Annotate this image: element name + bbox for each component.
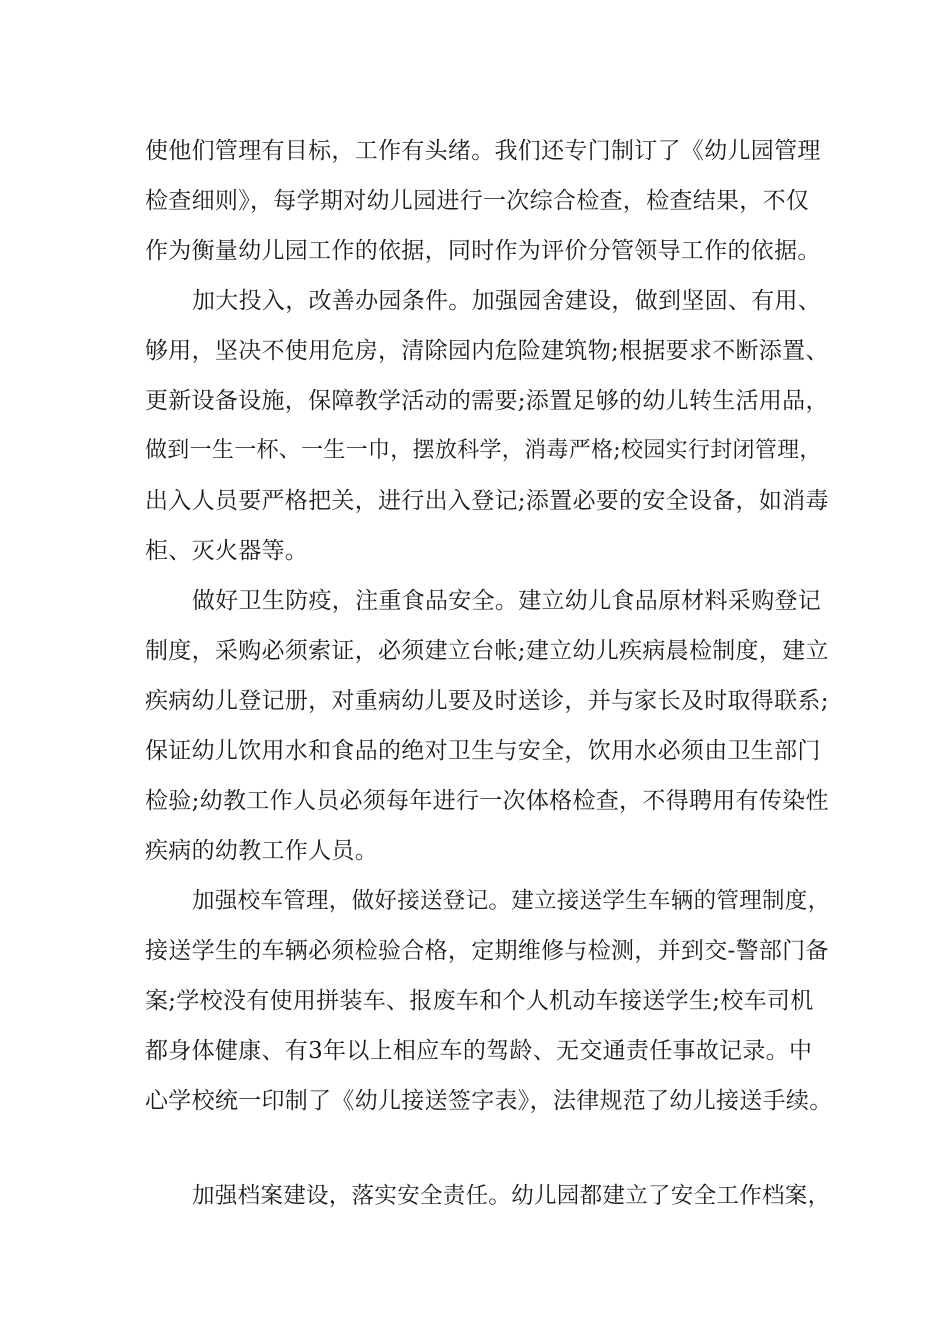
text-line: 作为衡量幼儿园工作的依据，同时作为评价分管领导工作的依据。 (145, 238, 821, 264)
text-line: 案;学校没有使用拼装车、报废车和个人机动车接送学生;校车司机 (145, 988, 814, 1014)
text-line: 都身体健康、有3年以上相应车的驾龄、无交通责任事故记录。中 (145, 1038, 813, 1064)
text-line: 够用，坚决不使用危房，清除园内危险建筑物;根据要求不断添置、 (145, 338, 829, 364)
text-line: 使他们管理有目标，工作有头绪。我们还专门制订了《幼儿园管理 (145, 138, 821, 164)
text-line: 制度，采购必须索证，必须建立台帐;建立幼儿疾病晨检制度，建立 (145, 638, 829, 664)
paragraph-first-line: 加大投入，改善办园条件。加强园舍建设，做到坚固、有用、 (192, 288, 822, 314)
paragraph-first-line: 加强校车管理，做好接送登记。建立接送学生车辆的管理制度， (192, 888, 831, 914)
text-line: 做到一生一杯、一生一巾，摆放科学，消毒严格;校园实行封闭管理， (145, 438, 822, 463)
paragraph-first-line: 做好卫生防疫，注重食品安全。建立幼儿食品原材料采购登记 (192, 588, 822, 614)
text-line: 疾病幼儿登记册，对重病幼儿要及时送诊，并与家长及时取得联系; (145, 688, 829, 714)
text-line: 检查细则》，每学期对幼儿园进行一次综合检查，检查结果，不仅 (145, 188, 810, 214)
text-line: 检验;幼教工作人员必须每年进行一次体格检查，不得聘用有传染性 (145, 788, 829, 814)
paragraph-first-line: 加强档案建设，落实安全责任。幼儿园都建立了安全工作档案， (192, 1183, 831, 1209)
text-line: 心学校统一印制了《幼儿接送签字表》，法律规范了幼儿接送手续。 (145, 1088, 833, 1114)
text-line: 出入人员要严格把关，进行出入登记;添置必要的安全设备，如消毒 (145, 488, 829, 514)
text-line: 柜、灭火器等。 (145, 538, 309, 564)
text-line: 保证幼儿饮用水和食品的绝对卫生与安全，饮用水必须由卫生部门 (145, 738, 821, 764)
text-line: 更新设备设施，保障教学活动的需要;添置足够的幼儿转生活用品， (145, 388, 829, 414)
text-line: 疾病的幼教工作人员。 (145, 838, 378, 864)
text-line: 接送学生的车辆必须检验合格，定期维修与检测，并到交-警部门备 (145, 938, 829, 964)
